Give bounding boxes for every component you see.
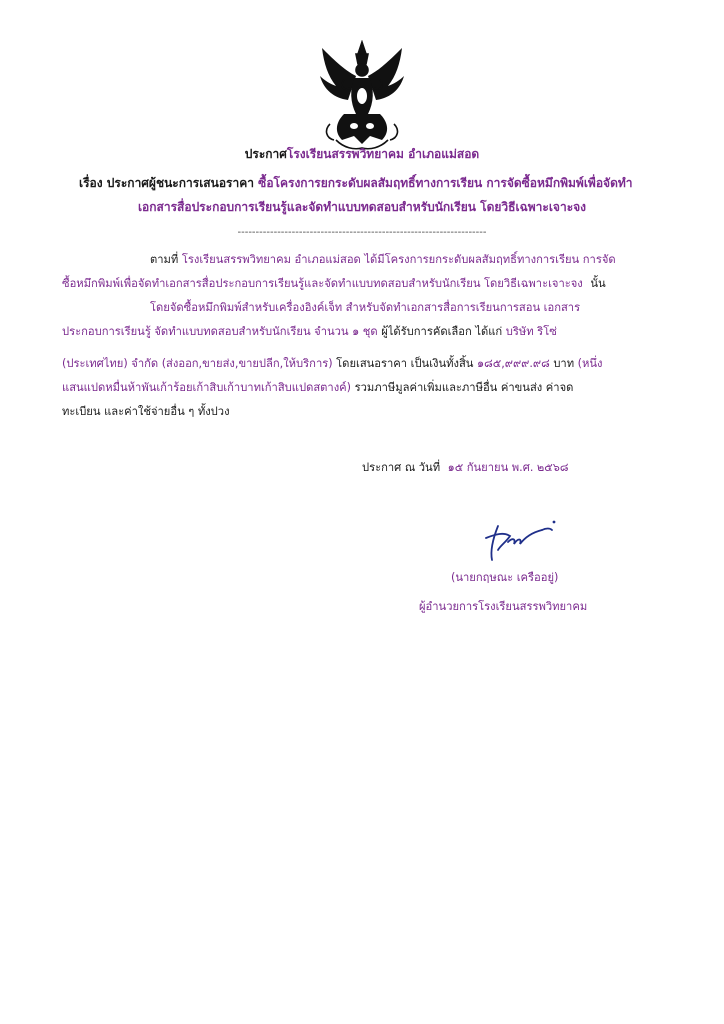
- subject-label: เรื่อง ประกาศผู้ชนะการเสนอราคา: [79, 176, 254, 190]
- subject-text-1: ซื้อโครงการยกระดับผลสัมฤทธิ์ทางการเรียน การจัดซื้อหมึกพิมพ์เพื่อจัดทำ: [258, 176, 633, 190]
- announcement-title: [0, 146, 724, 162]
- body-line-3: โดยจัดซื้อหมึกพิมพ์สำหรับเครื่องอิงค์เจ็ท สำหรับจัดทำเอกสารสื่อการเรียนการสอน เอกสาร: [150, 301, 581, 314]
- winner-label: ผู้ได้รับการคัดเลือก ได้แก่: [381, 325, 503, 338]
- subject-line-2: เอกสารสื่อประกอบการเรียนรู้และจัดทำแบบทดสอบสำหรับนักเรียน โดยวิธีเฉพาะเจาะจง: [137, 200, 587, 214]
- body-line-7: ทะเบียน และค่าใช้จ่ายอื่น ๆ ทั้งปวง: [62, 405, 230, 418]
- price-words: แสนแปดหมื่นห้าพันเก้าร้อยเก้าสิบเก้าบาทเก้าสิบแปดสตางค์): [62, 381, 352, 394]
- date-value: ๑๕ กันยายน พ.ศ. ๒๕๖๘: [447, 461, 569, 474]
- price-label: โดยเสนอราคา เป็นเงินทั้งสิ้น: [336, 357, 474, 370]
- date-label: ประกาศ ณ วันที่: [362, 461, 441, 474]
- project-text: ซื้อหมึกพิมพ์เพื่อจัดทำเอกสารสื่อประกอบการเรียนรู้และจัดทำแบบทดสอบสำหรับนักเรียน โดยวิธีเฉพาะเจาะจง: [62, 277, 583, 290]
- project-text: ได้มีโครงการยกระดับผลสัมฤทธิ์ทางการเรียน การจัด: [364, 253, 616, 266]
- announcement-date: [362, 460, 569, 476]
- winner-name: (ประเทศไทย) จำกัด (ส่งออก,ขายส่ง,ขายปลีก,ให้บริการ): [62, 357, 333, 370]
- body-text: นั้น: [590, 277, 606, 290]
- separator: ---------------------------------------------------------------------: [237, 227, 487, 238]
- body-line-2: [62, 276, 606, 292]
- signer-name: (นายกฤษณะ เครืออยู่): [451, 571, 559, 584]
- announce-prefix: ประกาศ: [244, 147, 287, 161]
- body-line-6: [62, 380, 573, 396]
- tax-text: รวมภาษีมูลค่าเพิ่มและภาษีอื่น ค่าขนส่ง ค่าจด: [354, 381, 574, 394]
- price-value: ๑๘๕,๙๙๙.๙๘: [477, 357, 550, 370]
- price-words: (หนึ่ง: [577, 357, 603, 370]
- winner-name: บริษัท ริโซ่: [505, 325, 557, 338]
- handwritten-signature-icon: [480, 516, 560, 566]
- signer-position: ผู้อำนวยการโรงเรียนสรรพวิทยาคม: [419, 600, 588, 613]
- item-text: ประกอบการเรียนรู้ จัดทำแบบทดสอบสำหรับนักเรียน จำนวน ๑ ชุด: [62, 325, 378, 338]
- body-line-4: [62, 324, 557, 340]
- school-name-inline: โรงเรียนสรรพวิทยาคม อำเภอแม่สอด: [181, 253, 361, 266]
- garuda-emblem-icon: [314, 40, 410, 152]
- currency-label: บาท: [553, 357, 575, 370]
- announce-school: โรงเรียนสรรพวิทยาคม อำเภอแม่สอด: [286, 147, 480, 161]
- body-text: ตามที่: [150, 253, 179, 266]
- body-line-5: [62, 356, 603, 372]
- subject-line-1: [79, 175, 633, 191]
- body-line-1: [150, 252, 616, 268]
